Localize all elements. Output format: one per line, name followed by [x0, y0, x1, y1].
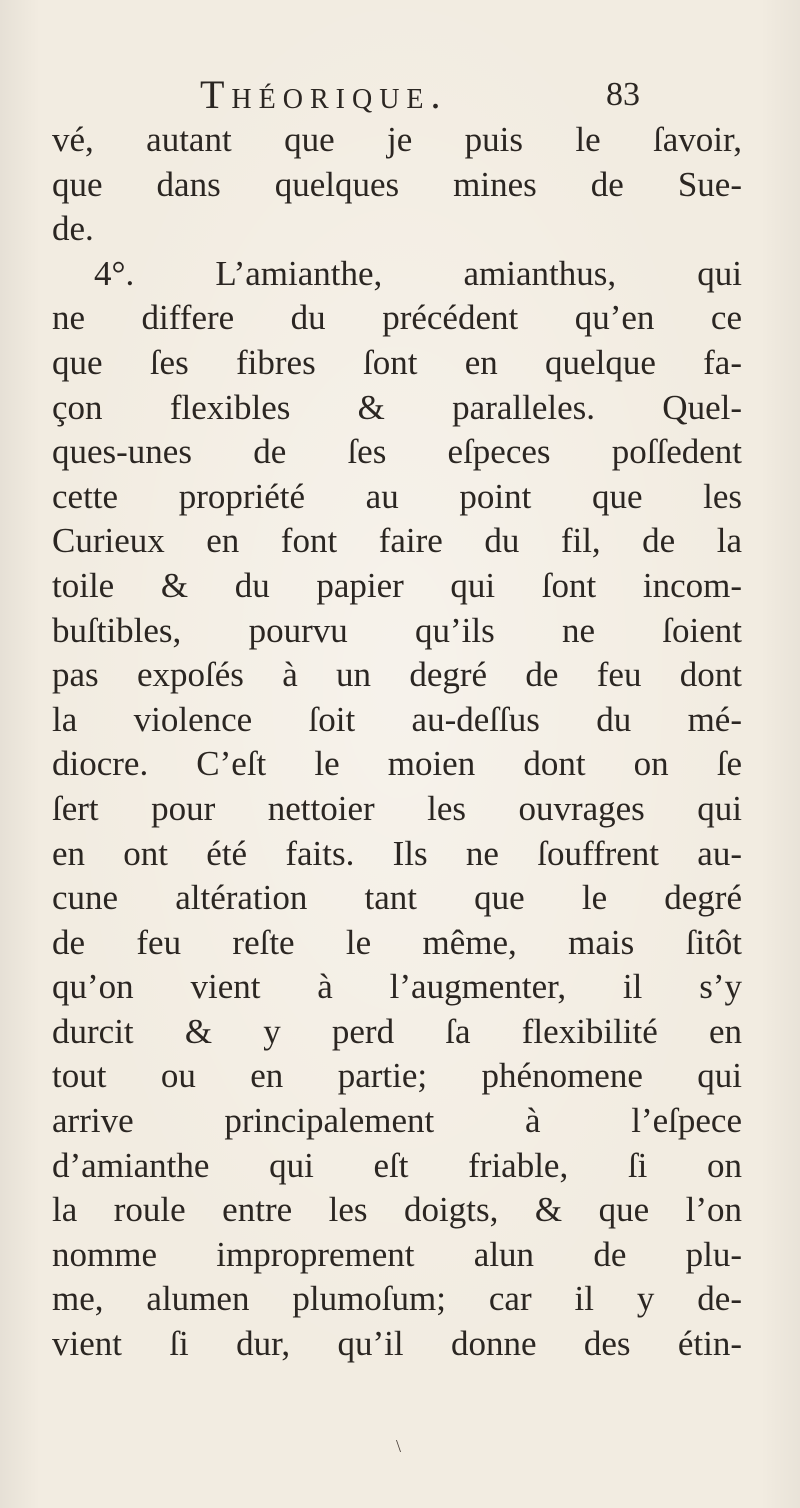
text-line: ſert pour nettoier les ouvrages qui: [52, 788, 742, 828]
text-line: la violence ſoit au-deſſus du mé-: [52, 699, 742, 739]
stray-ink-mark: \: [396, 1436, 402, 1456]
text-line: vé, autant que je puis le ſavoir,: [52, 120, 742, 159]
text-line: cette propriété au point que les: [52, 476, 742, 516]
text-line: pas expoſés à un degré de feu dont: [52, 655, 742, 695]
text-line: buſtibles, pourvu qu’ils ne ſoient: [52, 610, 742, 650]
text-line: que ſes fibres ſont en quelque fa-: [52, 342, 742, 382]
body-text: [52, 118, 742, 1367]
text-line: que dans quelques mines de Sue-: [52, 164, 742, 204]
text-line: nomme improprement alun de plu-: [52, 1234, 742, 1274]
text-line: ques-unes de ſes eſpeces poſſedent: [52, 432, 742, 472]
text-line: tout ou en partie; phénomene qui: [52, 1056, 742, 1096]
text-line: vient ſi dur, qu’il donne des étin-: [52, 1324, 742, 1364]
text-line: de.: [52, 209, 94, 249]
text-line: la roule entre les doigts, & que l’on: [52, 1190, 742, 1230]
running-head: [200, 70, 640, 120]
text-line: cune altération tant que le degré: [52, 878, 742, 918]
text-line: ne differe du précédent qu’en ce: [52, 298, 742, 338]
text-line: durcit & y perd ſa flexibilité en: [52, 1011, 742, 1051]
text-line: me, alumen plumoſum; car il y de-: [52, 1279, 742, 1319]
text-line: toile & du papier qui ſont incom-: [52, 565, 742, 605]
text-line: en ont été faits. Ils ne ſouffrent au-: [52, 833, 742, 873]
text-line: çon flexibles & paralleles. Quel-: [52, 387, 742, 427]
text-line: de feu reſte le même, mais ſitôt: [52, 922, 742, 962]
text-line: qu’on vient à l’augmenter, il s’y: [52, 967, 742, 1007]
text-line: 4°. L’amianthe, amianthus, qui: [94, 253, 742, 293]
text-line: diocre. C’eſt le moien dont on ſe: [52, 744, 742, 784]
page-number: 83: [606, 76, 640, 113]
running-title: Théorique.: [200, 72, 448, 117]
text-line: Curieux en font faire du fil, de la: [52, 521, 742, 561]
text-line: d’amianthe qui eſt friable, ſi on: [52, 1145, 742, 1185]
text-line: arrive principalement à l’eſpece: [52, 1101, 742, 1141]
